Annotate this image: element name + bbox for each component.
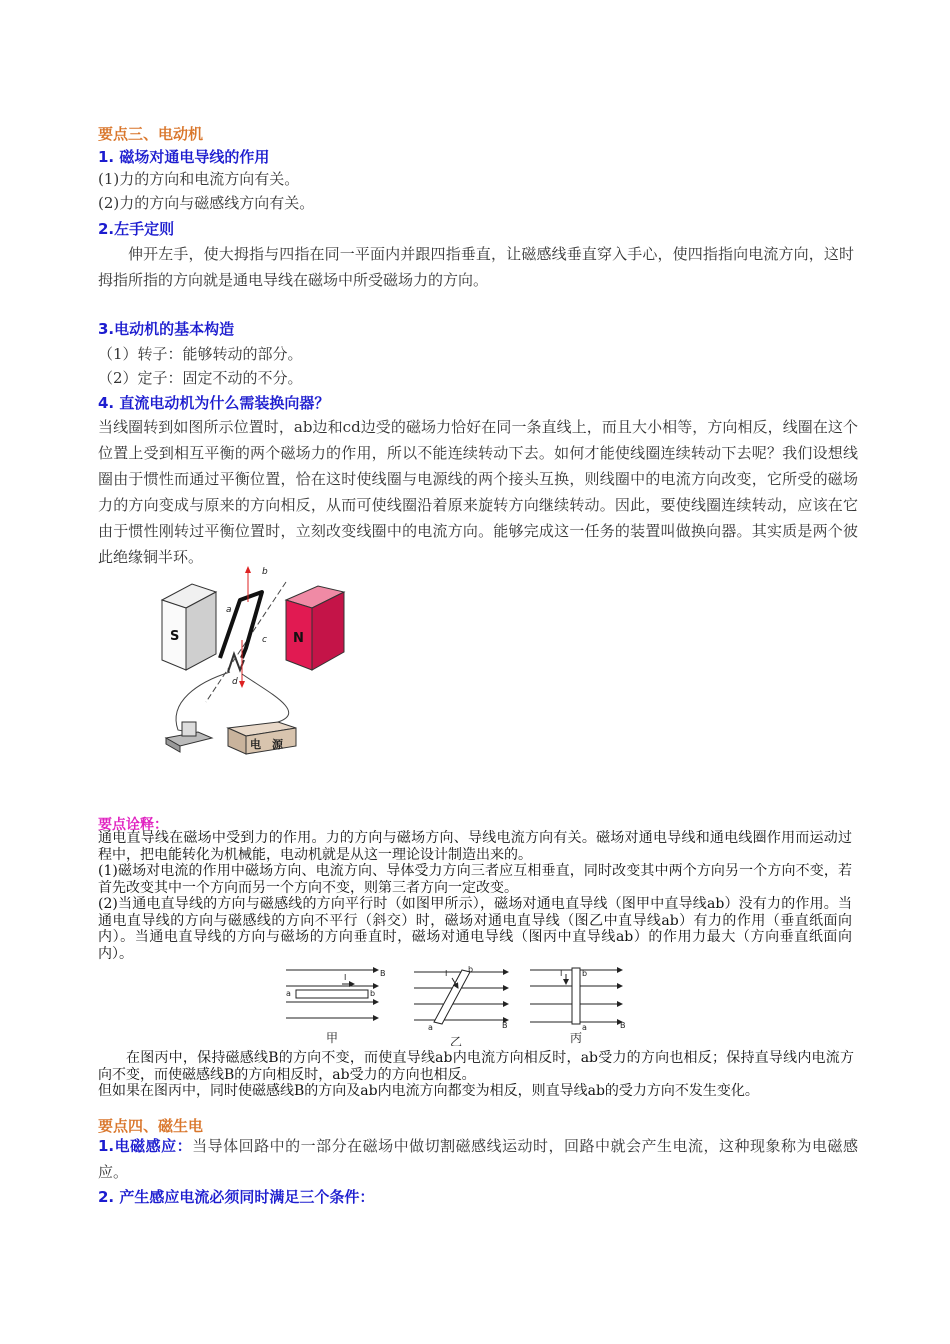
list-item: (1)力的方向和电流方向有关。: [98, 170, 300, 188]
notes-paragraph: 在图丙中，保持磁感线B的方向不变，而使直导线ab内电流方向相反时，ab受力的方向也相反；保持直导线内电流方向不变，而使磁感线B的方向相反时，ab受力的方向也相反。: [98, 1050, 854, 1083]
heading-commutator: 4. 直流电动机为什么需装换向器？: [98, 394, 330, 412]
heading-motor-structure: 3.电动机的基本构造: [98, 320, 235, 338]
coil-label-d: d: [232, 677, 238, 687]
current-label: I: [445, 969, 448, 978]
end-b-label: b: [582, 969, 588, 978]
current-label: I: [560, 969, 563, 978]
heading-left-hand-rule: 2.左手定则: [98, 220, 175, 238]
end-b-label: b: [468, 965, 474, 974]
wire-ab: [572, 968, 580, 1024]
end-a-label: a: [582, 1023, 587, 1032]
list-item: （1）转子：能够转动的部分。: [98, 345, 303, 363]
magnet-s: [162, 584, 216, 670]
section-title-motor: 要点三、电动机: [98, 125, 204, 143]
current-label: I: [344, 973, 347, 982]
coil-label-a: a: [226, 605, 232, 615]
section-title-induction: 要点四、磁生电: [98, 1117, 204, 1135]
wire: [242, 674, 289, 722]
magnet-n: [286, 586, 344, 670]
list-item: （2）定子：固定不动的不分。: [98, 369, 303, 387]
field-b-label: B: [380, 969, 386, 978]
paragraph-em-induction: [98, 1133, 858, 1185]
end-a-label: a: [428, 1023, 433, 1032]
coil: [220, 592, 262, 658]
end-a-label: a: [286, 989, 291, 998]
magnet-s-label: S: [170, 629, 180, 644]
notes-paragraph: 通电直导线在磁场中受到力的作用。力的方向与磁场方向、导线电流方向有关。磁场对通电导线和通电线圈作用而运动过程中，把电能转化为机械能，电动机就是从这一理论设计制造出来的。: [98, 830, 852, 863]
power-label: 电 源: [250, 738, 283, 751]
motor-diagram: [158, 562, 348, 758]
field-diagram: [282, 962, 632, 1046]
paragraph-commutator: 当线圈转到如图所示位置时，ab边和cd边受的磁场力恰好在同一条直线上，而且大小相等，方向相反，线圈在这个位置上受到相互平衡的两个磁场力的作用，所以不能连续转动下去。如何才能使线圈连续转动下去呢？我们设想线圈由于惯性而通过平衡位置，恰在这时使线圈与电源线的两个接头互换，则线圈中的电流方向改变，它所受的磁场力的方向变成与原来的方向相反，从而可使线圈沿着原来旋转方向继续转动。因此，要使线圈连续转动，应该在它由于惯性刚转过平衡位置时，立刻改变线圈中的电流方向。能够完成这一任务的装置叫做换向器。其实质是两个彼此绝缘铜半环。: [98, 418, 858, 566]
switch: [166, 722, 212, 752]
end-b-label: b: [370, 989, 376, 998]
coil-label-c: c: [262, 635, 267, 645]
list-item: (2)力的方向与磁感线方向有关。: [98, 194, 315, 212]
heading-force-on-wire: 1. 磁场对通电导线的作用: [98, 148, 270, 166]
notes-paragraph: (2)当通电直导线的方向与磁感线的方向平行时（如图甲所示），磁场对通电直导线（图甲中直导线ab）没有力的作用。当通电直导线的方向与磁感线的方向不平行（斜交）时，磁场对通电直导线（图乙中直导线ab）有力的作用（垂直纸面向内）。当通电直导线的方向与磁场的方向垂直时，磁场对通电导线（图丙中直导线ab）的作用力最大（方向垂直纸面向内）。: [98, 896, 852, 962]
panel-bing: [530, 968, 626, 1045]
paragraph-left-hand-rule: 伸开左手，使大拇指与四指在同一平面内并跟四指垂直，让磁感线垂直穿入手心，使四指指向电流方向，这时拇指所指的方向就是通电导线在磁场中所受磁场力的方向。: [98, 245, 854, 289]
panel-label-bing: 丙: [570, 1031, 583, 1045]
heading-induction-conditions: 2. 产生感应电流必须同时满足三个条件：: [98, 1188, 375, 1206]
magnet-n-label: N: [293, 631, 304, 646]
power-supply: [228, 722, 296, 754]
field-b-label: B: [620, 1021, 626, 1030]
panel-label-yi: 乙: [450, 1035, 463, 1046]
notes-paragraph: (1)磁场对电流的作用中磁场方向、电流方向、导体受力方向三者应互相垂直，同时改变其中两个方向另一个方向不变，若首先改变其中一个方向而另一个方向不变，则第三者方向一定改变。: [98, 863, 852, 896]
notes-paragraph: 但如果在图丙中，同时使磁感线B的方向及ab内电流方向都变为相反，则直导线ab的受力方向不发生变化。: [98, 1083, 759, 1099]
panel-yi: [414, 965, 508, 1046]
panel-jia: [286, 969, 386, 1045]
wire-ab: [296, 990, 368, 998]
definition-em-induction: 当导体回路中的一部分在磁场中做切割磁感线运动时，回路中就会产生电流，这种现象称为电磁感应。: [98, 1137, 858, 1181]
term-em-induction: 1.电磁感应：: [98, 1137, 193, 1155]
panel-label-jia: 甲: [326, 1031, 339, 1045]
field-b-label: B: [502, 1021, 508, 1030]
coil-label-b: b: [262, 567, 268, 577]
notes-title: 要点诠释：: [98, 817, 168, 833]
